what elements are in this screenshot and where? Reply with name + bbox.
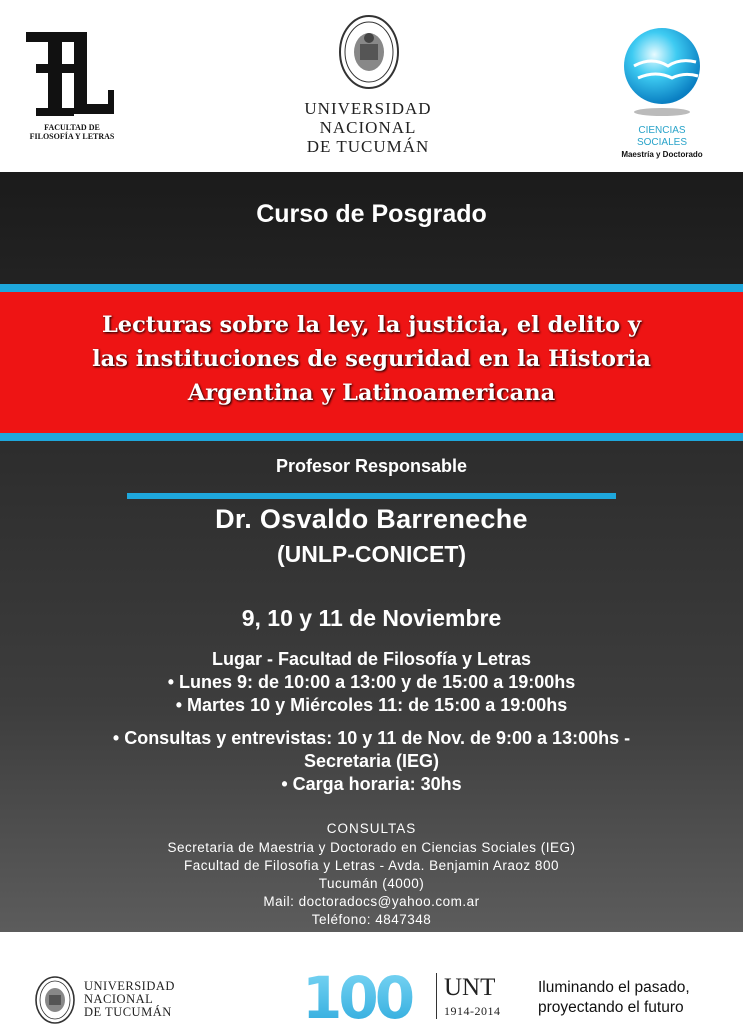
professor-divider <box>127 493 616 499</box>
contact-address: Facultad de Filosofia y Letras - Avda. Benjamin Araoz 800 <box>184 858 559 873</box>
program-logo-line1: CIENCIAS <box>638 125 686 136</box>
footer-separator <box>436 973 437 1019</box>
consultations-line2: Secretaria (IEG) <box>303 751 440 771</box>
footer-university-line1: UNIVERSIDAD <box>84 979 175 993</box>
ffyl-monogram-icon <box>22 28 122 120</box>
course-title-line1: Lecturas sobre la ley, la justicia, el delito y <box>101 312 642 338</box>
divider-bar-top <box>0 284 743 292</box>
faculty-logo <box>22 28 122 146</box>
footer-university-line2: NACIONAL <box>84 992 154 1006</box>
university-name-line2: NACIONAL <box>319 118 417 137</box>
contact-heading: CONSULTAS <box>326 821 417 836</box>
footer-university-name <box>84 980 194 1019</box>
professor-name: Dr. Osvaldo Barreneche <box>215 504 528 534</box>
footer-motto-line2: proyectando el futuro <box>538 999 684 1016</box>
ciencias-sociales-globe-icon <box>612 22 712 122</box>
session-monday: • Lunes 9: de 10:00 a 13:00 y de 15:00 a 19:00hs <box>167 672 576 692</box>
course-type: Curso de Posgrado <box>256 200 487 228</box>
contact-city: Tucumán (4000) <box>318 876 425 891</box>
faculty-caption-line1: FACULTAD DE <box>44 123 100 132</box>
footer-unt-abbr: UNT <box>444 974 496 1001</box>
professor-institution: (UNLP-CONICET) <box>276 541 467 567</box>
centenary-100-icon <box>302 968 442 1024</box>
poster-header <box>0 0 743 172</box>
centenary-number: 100 <box>302 968 412 1024</box>
course-place: Lugar - Facultad de Filosofía y Letras <box>211 649 532 669</box>
university-name-line3: DE TUCUMÁN <box>306 137 430 156</box>
course-workload: • Carga horaria: 30hs <box>281 774 462 794</box>
unt-seal-icon <box>34 975 76 1024</box>
university-name-line1: UNIVERSIDAD <box>304 99 432 118</box>
course-dates: 9, 10 y 11 de Noviembre <box>241 605 502 631</box>
professor-label: Profesor Responsable <box>275 456 468 476</box>
course-title-line3: Argentina y Latinoamericana <box>187 380 556 406</box>
divider-bar-bottom <box>0 433 743 441</box>
footer-years: 1914-2014 <box>444 1004 501 1018</box>
program-logo-line3: Maestría y Doctorado <box>621 150 703 159</box>
faculty-caption <box>22 123 122 141</box>
university-name <box>268 99 468 156</box>
footer-motto <box>538 978 738 1018</box>
program-logo-line2: SOCIALES <box>636 137 688 148</box>
footer-university-line3: DE TUCUMÁN <box>84 1005 172 1019</box>
contact-mail[interactable]: Mail: doctoradocs@yahoo.com.ar <box>263 894 480 909</box>
contact-office: Secretaria de Maestria y Doctorado en Ciencias Sociales (IEG) <box>167 840 576 855</box>
session-tuesday-wednesday: • Martes 10 y Miércoles 11: de 15:00 a 19:00hs <box>175 695 568 715</box>
unt-seal-icon <box>338 14 400 90</box>
consultations-line1: • Consultas y entrevistas: 10 y 11 de Nov. de 9:00 a 13:00hs - <box>112 728 631 748</box>
footer-motto-line1: Iluminando el pasado, <box>538 979 690 996</box>
course-title <box>10 308 733 410</box>
contact-phone: Teléfono: 4847348 <box>311 912 432 927</box>
course-title-line2: las instituciones de seguridad en la Historia <box>92 346 651 372</box>
faculty-caption-line2: FILOSOFÍA Y LETRAS <box>29 132 115 141</box>
program-logo <box>612 22 730 162</box>
